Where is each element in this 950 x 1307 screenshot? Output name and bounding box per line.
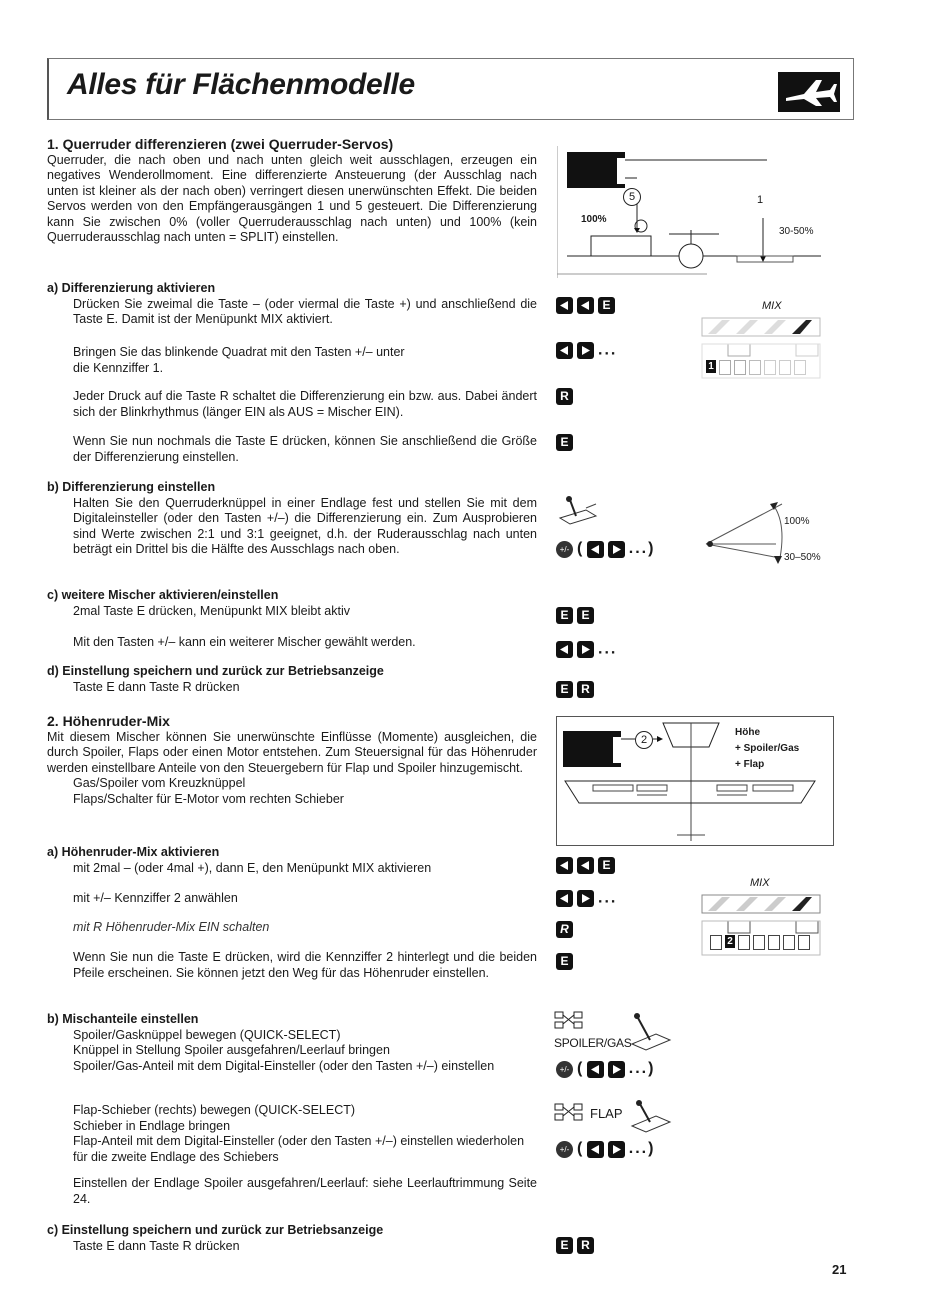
section-2a-title: a) Höhenruder-Mix aktivieren (47, 845, 220, 859)
section-1d-title: d) Einstellung speichern und zurück zur Betriebsanzeige (47, 664, 384, 678)
channel-1-badge: 1 (757, 194, 764, 206)
digital-adjuster-knob[interactable]: +/- (556, 1061, 573, 1078)
minus-key[interactable] (587, 541, 604, 558)
digital-adjuster-knob[interactable]: +/- (556, 1141, 573, 1158)
key-row-3 (556, 387, 577, 405)
section-1c-p2: Mit den Tasten +/– kann ein weiterer Mischer gewählt werden. (73, 635, 416, 649)
section-2b-p6: Flap-Anteil mit dem Digital-Einsteller (oder den Tasten +/–) einstellen wiederholen für die zweite Endlage des Schiebers (73, 1134, 525, 1164)
section-1b (47, 480, 537, 558)
section-2b (47, 1012, 537, 1074)
minus-key[interactable] (587, 1141, 604, 1158)
section-1c-title: c) weitere Mischer aktivieren/einstellen (47, 588, 279, 602)
section-2a-p3: mit R Höhenruder-Mix EIN schalten (73, 920, 270, 934)
section-2b-p3: Spoiler/Gas-Anteil mit dem Digital-Einsteller (oder den Tasten +/–) einstellen (73, 1058, 495, 1073)
e-key[interactable]: E (556, 953, 573, 970)
digital-adjuster-knob[interactable]: +/- (556, 541, 573, 558)
mix-display-1 (700, 300, 824, 380)
key-row-8 (556, 856, 619, 874)
section-1a-p1: Drücken Sie zweimal die Taste – (oder viermal die Taste +) und anschließend die Taste E. Damit ist der Menüpunkt MIX aktiviert. (73, 296, 537, 326)
aileron-percent-label: 100% (581, 214, 607, 225)
key-row-6: ... (556, 640, 617, 658)
section-1a-title: a) Differenzierung aktivieren (47, 281, 216, 295)
plus-key[interactable] (608, 541, 625, 558)
section-2-intro-l1: Gas/Spoiler vom Kreuzknüppel (73, 776, 246, 790)
section-2a-p2: mit +/– Kennziffer 2 anwählen (73, 891, 238, 905)
minus-key[interactable] (577, 297, 594, 314)
section-1b-title: b) Differenzierung einstellen (47, 480, 216, 494)
e-key[interactable]: E (556, 681, 573, 698)
section-2c (47, 1223, 537, 1254)
e-key[interactable]: E (556, 434, 573, 451)
mix-label: MIX (762, 300, 782, 312)
adjust-row-2: +/- ( ...) (556, 1060, 653, 1078)
key-row-1 (556, 296, 619, 314)
section-1b-p1: Halten Sie den Querruderknüppel in einer Endlage fest und stellen Sie mit dem Digitaleinsteller (oder den Tasten +/–) die Differenzierung ein. Zum Ausprobieren sind Werte zwischen 2:1 und 3:1 geeignet, d.h. der Ruderausschlag nach unten beträgt ein Drittel bis die Hälfte des Ausschlags nach oben. (73, 495, 537, 556)
section-1d-p1: Taste E dann Taste R drücken (73, 679, 240, 694)
key-row-7 (556, 680, 598, 698)
mix-slot-active: 1 (706, 360, 716, 373)
plus-key[interactable] (577, 641, 594, 658)
legend-hoehe: Höhe (735, 727, 760, 738)
minus-key[interactable] (556, 641, 573, 658)
minus-key[interactable] (556, 857, 573, 874)
minus-key[interactable] (587, 1061, 604, 1078)
minus-key[interactable] (577, 857, 594, 874)
section-2-intro-l2: Flaps/Schalter für E-Motor vom rechten Schieber (73, 791, 344, 806)
key-row-2 (556, 341, 617, 359)
flap-label: FLAP (590, 1106, 623, 1121)
spoiler-gas-control (554, 1010, 684, 1056)
section-2a-p4: Wenn Sie nun die Taste E drücken, wird die Kennziffer 2 hinterlegt und die beiden Pfeile erscheinen. Sie können jetzt den Weg für das Höhenruder einstellen. (73, 950, 537, 980)
section-2 (47, 714, 537, 807)
section-1c-p1: 2mal Taste E drücken, Menüpunkt MIX bleibt aktiv (73, 603, 350, 618)
page-number: 21 (832, 1262, 847, 1277)
mix-label: MIX (750, 877, 770, 889)
elevator-mix-figure (556, 716, 834, 846)
aileron-stick-icon (556, 494, 636, 534)
section-2-title: 2. Höhenruder-Mix (47, 713, 170, 729)
section-2a (47, 845, 537, 876)
differential-down-label: 30–50% (784, 552, 821, 563)
section-2-intro: Mit diesem Mischer können Sie unerwünschte Einflüsse (Momente) ausgleichen, die durch Spoiler, Flaps oder einen Motor entstehen. Zum Steuersignal für das Höhenruder werden einstellbare Anteile von den Steuergebern für Flap und Spoiler hinzugemischt. (47, 729, 537, 775)
channel-2-badge: 2 (635, 731, 653, 749)
mixer-symbol-icon (554, 1010, 584, 1032)
plus-key[interactable] (577, 890, 594, 907)
mix-slots-1 (706, 360, 806, 375)
airplane-icon (778, 72, 840, 112)
spoiler-gas-label: SPOILER/GAS (554, 1036, 632, 1050)
section-2a-p1: mit 2mal – (oder 4mal +), dann E, den Menüpunkt MIX aktivieren (73, 860, 432, 875)
r-key[interactable]: R (577, 1237, 594, 1254)
section-1a-p4: Wenn Sie nun nochmals die Taste E drücken, können Sie anschließend die Größe der Differenzierung einstellen. (73, 434, 537, 464)
differential-up-label: 100% (784, 516, 810, 527)
minus-key[interactable] (556, 890, 573, 907)
mix-slots-2 (710, 935, 810, 950)
section-2b-p7: Einstellen der Endlage Spoiler ausgefahren/Leerlauf: siehe Leerlauftrimmung Seite 24. (73, 1176, 537, 1206)
mix-slot-active: 2 (725, 935, 735, 948)
ellipsis: ... (598, 341, 618, 359)
adjust-row-3: +/- ( ...) (556, 1140, 653, 1158)
adjust-row-1: +/- ( ...) (556, 540, 653, 558)
e-key[interactable]: E (577, 607, 594, 624)
section-1 (47, 137, 537, 246)
aileron-differential-figure (557, 138, 857, 278)
key-row-5 (556, 606, 598, 624)
r-key[interactable]: R (577, 681, 594, 698)
e-key[interactable]: E (598, 857, 615, 874)
key-row-11 (556, 952, 577, 970)
plus-key[interactable] (608, 1141, 625, 1158)
plus-key[interactable] (577, 342, 594, 359)
e-key[interactable]: E (556, 607, 573, 624)
legend-flap: + Flap (735, 759, 765, 770)
elevator-mix-legend (735, 725, 799, 773)
section-1c (47, 588, 537, 619)
gas-stick-icon (630, 1010, 674, 1054)
flap-control (554, 1098, 684, 1136)
minus-key[interactable] (556, 297, 573, 314)
page-title: Alles für Flächenmodelle (67, 68, 415, 101)
section-1-title: 1. Querruder differenzieren (zwei Querruder-Servos) (47, 136, 394, 152)
section-2b-title: b) Mischanteile einstellen (47, 1012, 199, 1026)
minus-key[interactable] (556, 342, 573, 359)
channel-5-badge: 5 (623, 188, 641, 206)
section-1a-p2: Bringen Sie das blinkende Quadrat mit den Tasten +/– unter die Kennziffer 1. (73, 345, 405, 375)
plus-key[interactable] (608, 1061, 625, 1078)
section-1d (47, 664, 537, 695)
section-2b-p5: Schieber in Endlage bringen (73, 1118, 231, 1133)
section-2c-title: c) Einstellung speichern und zurück zur Betriebsanzeige (47, 1223, 384, 1237)
section-1a-p3: Jeder Druck auf die Taste R schaltet die Differenzierung ein bzw. aus. Dabei ändert sich der Blinkrhythmus (länger EIN als AUS = Mischer EIN). (73, 389, 537, 419)
section-2b-p2: Knüppel in Stellung Spoiler ausgefahren/Leerlauf bringen (73, 1043, 390, 1057)
section-2b-p1: Spoiler/Gasknüppel bewegen (QUICK-SELECT) (73, 1027, 341, 1042)
e-key[interactable]: E (556, 1237, 573, 1254)
key-row-4 (556, 433, 577, 451)
flap-slider-icon (630, 1098, 674, 1136)
key-row-12 (556, 1236, 598, 1254)
section-1-intro: Querruder, die nach oben und nach unten gleich weit ausschlagen, erzeugen ein negatives Wenderollmoment. Eine differenzierte Ansteuerung (der Ausschlag nach unten ist kleiner als der nach oben) verringert diesen unerwünschten Effekt. Die beiden Servos werden von den Empfängerausgängen 1 und 5 gesteuert. Die Differenzierung kann Sie zwischen 0% (voller Querruderausschlag nach unten) und 100% (kein Querruderausschlag nach unten = SPLIT) einstellen. (47, 152, 537, 244)
r-key[interactable]: R (556, 388, 573, 405)
section-2b-group2 (73, 1103, 537, 1165)
section-1a (47, 281, 537, 328)
mix-display-2 (700, 877, 824, 957)
key-row-9: ... (556, 889, 617, 907)
mixer-symbol-icon (554, 1102, 584, 1124)
section-2b-p4: Flap-Schieber (rechts) bewegen (QUICK-SELECT) (73, 1103, 356, 1117)
r-key[interactable]: R (556, 921, 573, 938)
e-key[interactable]: E (598, 297, 615, 314)
legend-spoiler: + Spoiler/Gas (735, 743, 800, 754)
section-2c-p1: Taste E dann Taste R drücken (73, 1238, 240, 1253)
differential-wing-figure (700, 494, 860, 578)
key-row-10 (556, 920, 577, 938)
aileron-range-label: 30-50% (779, 226, 814, 237)
